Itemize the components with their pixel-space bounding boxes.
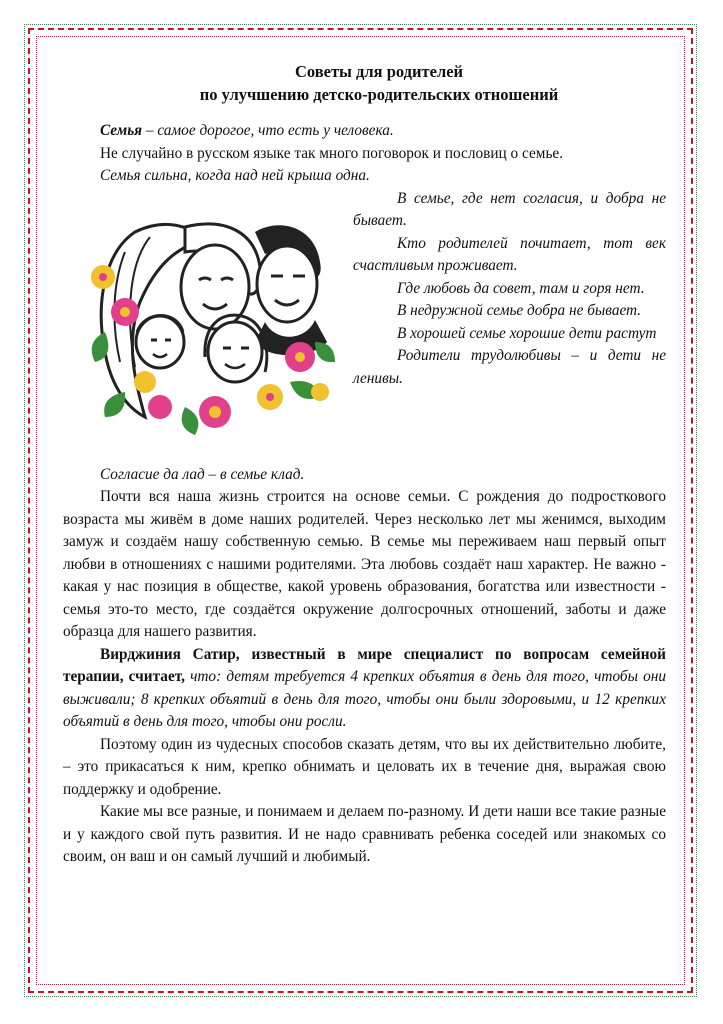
document-body <box>63 60 666 869</box>
proverb-item: В хорошей семье хорошие дети растут <box>397 324 657 342</box>
proverbs-section <box>100 188 666 464</box>
proverb-item: В недружной семье добра не бывает. <box>397 302 642 319</box>
proverb-item: Кто родителей почитает, тот век счастливым проживает. <box>353 234 666 274</box>
proverb-item: Где любовь да совет, там и горя нет. <box>397 279 645 297</box>
proverb-first: Семья сильна, когда над ней крыша одна. <box>100 167 370 184</box>
proverb-last: Согласие да лад – в семье клад. <box>100 465 305 483</box>
satir-quote-intro: Вирджиния Сатир, известный в мире специалист по вопросам семейной терапии, считает, <box>63 645 666 685</box>
paragraph-3: Поэтому один из чудесных способов сказать детям, что вы их действительно любите, – это прикасаться к ним, крепко обнимать и целовать их в течение дня, выражая свою поддержку и одобрение. <box>63 735 666 798</box>
satir-quote: что: детям требуется 4 крепких объятия в день для того, чтобы они выживали; 8 крепких объятий в день для того, чтобы они были здоровыми, и 12 крепких объятий в день для того, чтобы они росли. <box>63 668 666 730</box>
paragraph-2 <box>63 644 666 734</box>
intro-not-accident: Не случайно в русском языке так много поговорок и пословиц о семье. <box>100 144 564 162</box>
page-title <box>92 60 666 106</box>
proverbs-list <box>353 188 666 391</box>
paragraph-4: Какие мы все разные, и понимаем и делаем по-разному. И дети наши все такие разные и у каждого свой путь развития. И не надо сравнивать ребенка соседей или знакомых со своим, он ваш и он самый лучший и любимый. <box>63 803 666 865</box>
proverb-item: В семье, где нет согласия, и добра не бывает. <box>353 189 666 229</box>
intro-family-line <box>100 120 666 143</box>
family-word: Семья <box>100 122 143 139</box>
title-line-1: Советы для родителей <box>294 62 464 81</box>
family-definition: – самое дорогое, что есть у человека. <box>142 122 394 139</box>
paragraph-1: Почти вся наша жизнь строится на основе семьи. С рождения до подросткового возраста мы живём в доме наших родителей. Через несколько лет мы женимся, выходим замуж и создаём нашу собственную семью. В семье мы переживаем наш первый опыт любви в отношениях с нашими родителями. Эта любовь создаёт наш характер. Не важно - какая у нас позиция в обществе, какой уровень образования, богатства или известности - семья это-то место, где создаётся окружение долгосрочных отношений, заботы и даже образца для нашего развития. <box>63 488 666 640</box>
title-line-2: по улучшению детско-родительских отношений <box>199 85 559 104</box>
proverb-item: Родители трудолюбивы – и дети не ленивы. <box>353 347 666 387</box>
family-illustration <box>65 192 345 442</box>
main-text <box>63 486 666 869</box>
